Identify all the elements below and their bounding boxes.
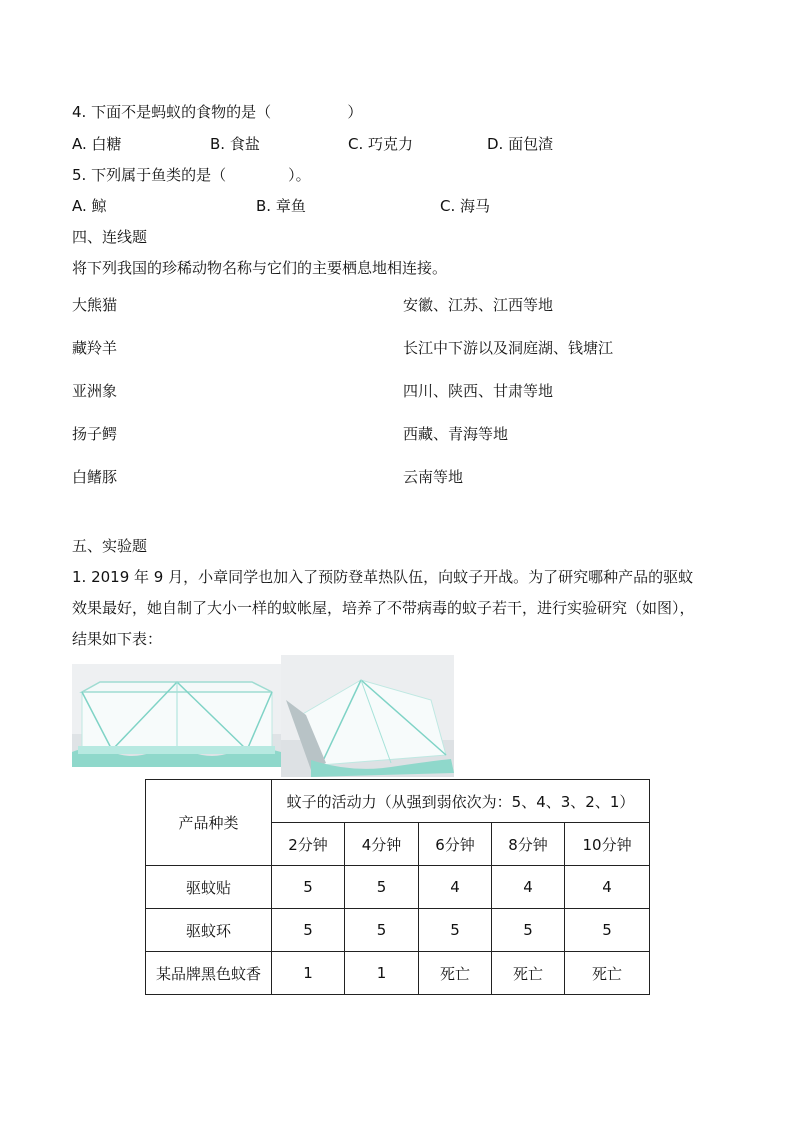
q4-option-a: A. 白糖 (72, 135, 122, 153)
value-cell: 死亡 (565, 952, 650, 995)
product-name-cell: 驱蚊贴 (146, 866, 272, 909)
table-row (146, 866, 650, 909)
q5-option-b: B. 章鱼 (256, 197, 306, 215)
section4-heading: 四、连线题 (72, 228, 148, 246)
product-name-cell: 某品牌黑色蚊香 (146, 952, 272, 995)
value-cell: 5 (419, 909, 492, 952)
q4-option-d: D. 面包渣 (487, 135, 554, 153)
q5-option-a: A. 鲸 (72, 197, 107, 215)
table-row (146, 909, 650, 952)
time-header-cell: 8分钟 (492, 823, 565, 866)
value-cell: 1 (272, 952, 345, 995)
habitat-item: 西藏、青海等地 (403, 425, 509, 443)
results-table (145, 779, 650, 995)
habitat-item: 云南等地 (403, 468, 464, 486)
value-cell: 5 (492, 909, 565, 952)
habitat-item: 长江中下游以及洞庭湖、钱塘江 (403, 339, 614, 357)
time-header-cell: 4分钟 (345, 823, 419, 866)
section5-heading: 五、实验题 (72, 537, 148, 555)
value-cell: 4 (419, 866, 492, 909)
section5-para-line: 效果最好，她自制了大小一样的蚊帐屋，培养了不带病毒的蚊子若干，进行实验研究（如图）， (72, 599, 695, 617)
habitat-item: 四川、陕西、甘肃等地 (403, 382, 554, 400)
table-row (146, 952, 650, 995)
mosquito-net-photo-1 (72, 664, 281, 767)
group-header-cell: 蚊子的活动力（从强到弱依次为：5、4、3、2、1） (272, 780, 650, 823)
animal-item: 亚洲象 (72, 382, 118, 400)
value-cell: 4 (492, 866, 565, 909)
section5-para-line: 1. 2019 年 9 月，小章同学也加入了预防登革热队伍，向蚊子开战。为了研究哪种产品的驱蚊 (72, 568, 694, 586)
row-header-cell: 产品种类 (146, 780, 272, 866)
product-name-cell: 驱蚊环 (146, 909, 272, 952)
value-cell: 5 (272, 909, 345, 952)
q4-option-b: B. 食盐 (210, 135, 260, 153)
time-header-cell: 6分钟 (419, 823, 492, 866)
mosquito-net-photo-2 (281, 655, 454, 777)
section4-instruction: 将下列我国的珍稀动物名称与它们的主要栖息地相连接。 (72, 259, 448, 277)
time-header-cell: 2分钟 (272, 823, 345, 866)
value-cell: 1 (345, 952, 419, 995)
value-cell: 4 (565, 866, 650, 909)
q4-option-c: C. 巧克力 (348, 135, 414, 153)
animal-item: 大熊猫 (72, 296, 118, 314)
value-cell: 5 (345, 909, 419, 952)
value-cell: 5 (565, 909, 650, 952)
habitat-item: 安徽、江苏、江西等地 (403, 296, 554, 314)
section5-para-line: 结果如下表： (72, 630, 163, 648)
table-header-row (146, 780, 650, 823)
value-cell: 5 (272, 866, 345, 909)
value-cell: 死亡 (419, 952, 492, 995)
animal-item: 白鳍豚 (72, 468, 118, 486)
time-header-cell: 10分钟 (565, 823, 650, 866)
value-cell: 5 (345, 866, 419, 909)
q5-stem: 5. 下列属于鱼类的是（ ）。 (72, 166, 311, 184)
q4-stem: 4. 下面不是蚂蚁的食物的是（ ） (72, 103, 363, 121)
q5-option-c: C. 海马 (440, 197, 491, 215)
value-cell: 死亡 (492, 952, 565, 995)
animal-item: 藏羚羊 (72, 339, 118, 357)
animal-item: 扬子鳄 (72, 425, 118, 443)
